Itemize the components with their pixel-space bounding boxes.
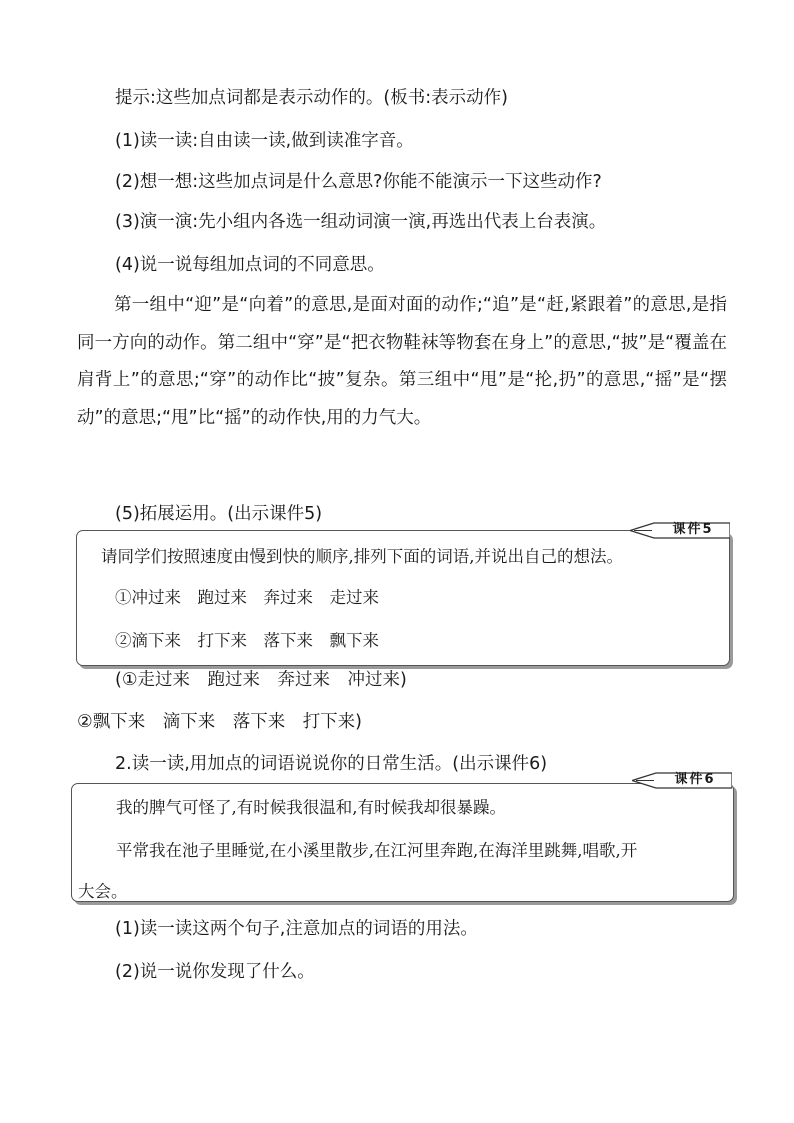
slide-5-prompt: 请同学们按照速度由慢到快的顺序,排列下面的词语,并说出自己的想法。 xyxy=(101,547,623,566)
step-explain: (4)说一说每组加点词的不同意思。 xyxy=(115,255,385,275)
section-2-heading: 2.读一读,用加点的词语说说你的日常生活。(出示课件6) xyxy=(115,754,548,774)
slide-5-tag-label: 课件5 xyxy=(672,522,714,537)
slide-6-line-1: 我的脾气可怪了,有时候我很温和,有时候我却很暴躁。 xyxy=(116,798,506,817)
slide-6-line-3: 大会。 xyxy=(78,882,128,901)
step-think: (2)想一想:这些加点词是什么意思?你能不能演示一下这些动作? xyxy=(115,172,602,192)
task-say: (2)说一说你发现了什么。 xyxy=(115,962,315,982)
step-act: (3)演一演:先小组内各选一组动词演一演,再选出代表上台表演。 xyxy=(115,212,607,232)
answer-line-1: (①走过来 跑过来 奔过来 冲过来) xyxy=(115,670,407,690)
hint-text: 提示:这些加点词都是表示动作的。(板书:表示动作) xyxy=(115,88,508,108)
answer-line-2: ②飘下来 滴下来 落下来 打下来) xyxy=(77,712,363,732)
explanation-paragraph: 第一组中“迎”是“向着”的意思,是面对面的动作;“追”是“赶,紧跟着”的意思,是指同一方向的动作。第二组中“穿”是“把衣物鞋袜等物套在身上”的意思,“披”是“覆盖在肩背上”的意思;“穿”的动作比“披”复杂。第三组中“甩”是“抡,扔”的意思,“摇”是“摆动”的意思;“甩”比“摇”的动作快,用的力气大。 xyxy=(77,295,727,428)
slide-5-box xyxy=(76,530,730,666)
word-group-2: ②滴下来 打下来 落下来 飘下来 xyxy=(115,631,379,650)
step-read: (1)读一读:自由读一读,做到读准字音。 xyxy=(115,131,414,151)
word-group-1: ①冲过来 跑过来 奔过来 走过来 xyxy=(115,588,379,607)
task-read: (1)读一读这两个句子,注意加点的词语的用法。 xyxy=(115,919,478,939)
slide-6-line-2: 平常我在池子里睡觉,在小溪里散步,在江河里奔跑,在海洋里跳舞,唱歌,开 xyxy=(116,841,638,860)
slide-6-box xyxy=(71,783,734,902)
slide-5-tag xyxy=(630,522,730,539)
step-extend: (5)拓展运用。(出示课件5) xyxy=(115,504,323,524)
slide-6-tag-label: 课件6 xyxy=(674,772,716,787)
slide-6-tag xyxy=(632,772,732,789)
